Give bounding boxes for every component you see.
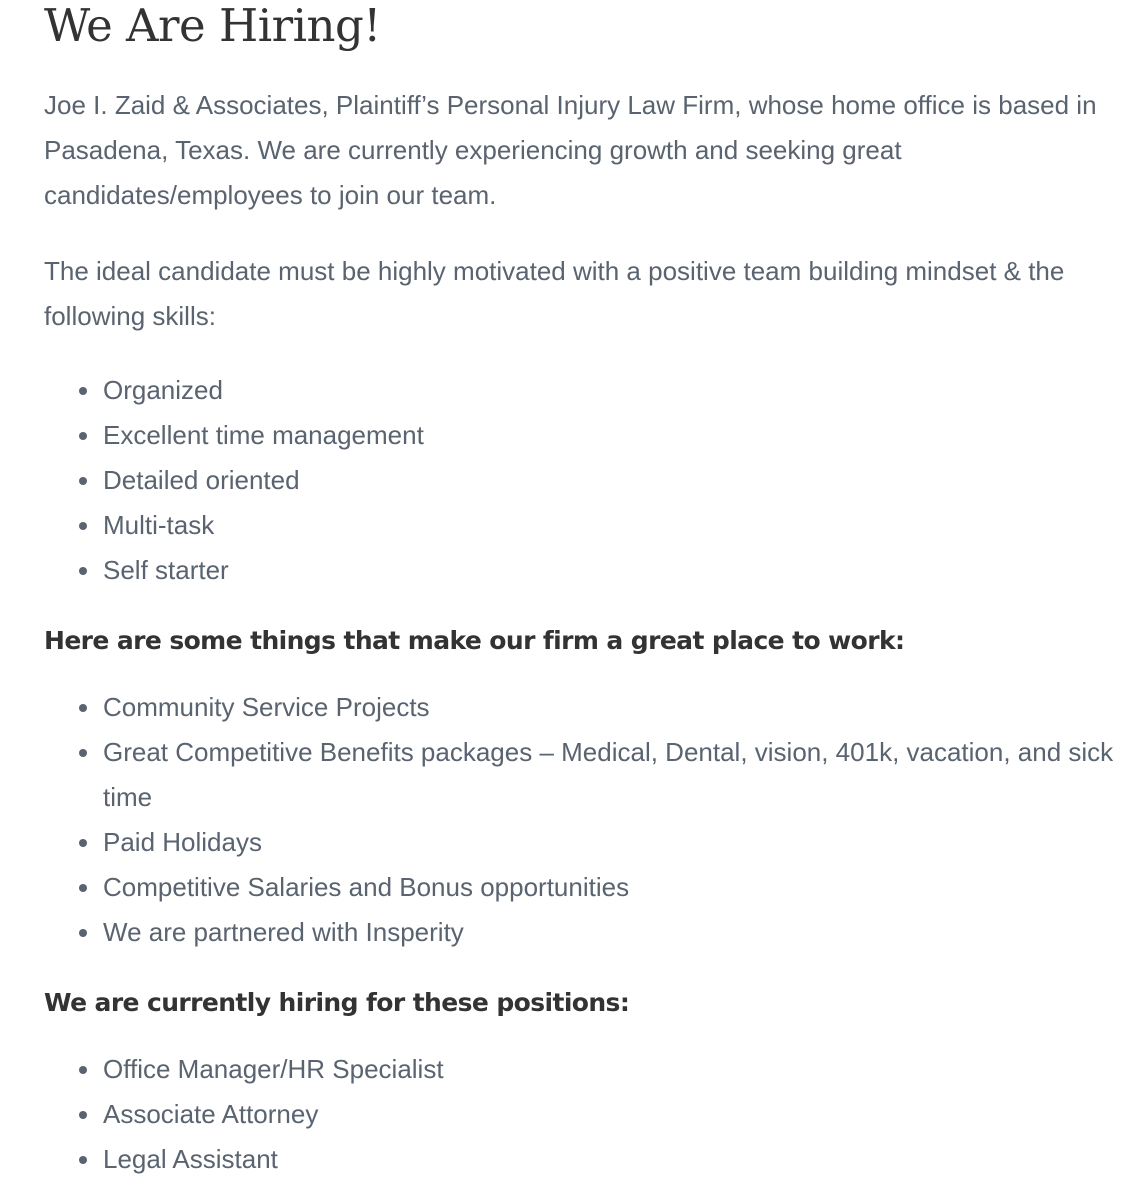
list-item-label: Community Service Projects bbox=[103, 692, 430, 722]
list-item bbox=[103, 1137, 1129, 1182]
bullet-icon bbox=[79, 839, 87, 847]
bullet-icon bbox=[79, 1156, 87, 1164]
page-title: We Are Hiring! bbox=[44, 0, 381, 52]
list-item bbox=[103, 1092, 1129, 1137]
list-item bbox=[103, 910, 1129, 955]
intro-paragraph: Joe I. Zaid & Associates, Plaintiff’s Personal Injury Law Firm, whose home office is based in Pasadena, Texas. We are currently experiencing growth and seeking great candidates/employees to join our team. bbox=[44, 90, 1097, 210]
list-item bbox=[103, 820, 1129, 865]
list-item-label: We are partnered with Insperity bbox=[103, 917, 464, 947]
bullet-icon bbox=[79, 884, 87, 892]
list-item-label: Detailed oriented bbox=[103, 465, 300, 495]
list-item-label: Self starter bbox=[103, 555, 229, 585]
list-item bbox=[103, 458, 1129, 503]
skills-list bbox=[44, 368, 1129, 593]
bullet-icon bbox=[79, 929, 87, 937]
benefits-heading: Here are some things that make our firm a great place to work: bbox=[44, 626, 905, 655]
ideal-candidate-paragraph: The ideal candidate must be highly motivated with a positive team building mindset & the following skills: bbox=[44, 256, 1065, 331]
list-item-label: Paid Holidays bbox=[103, 827, 262, 857]
bullet-icon bbox=[79, 704, 87, 712]
list-item bbox=[103, 865, 1129, 910]
bullet-icon bbox=[79, 522, 87, 530]
positions-list bbox=[44, 1047, 1129, 1182]
list-item bbox=[103, 1047, 1129, 1092]
bullet-icon bbox=[79, 749, 87, 757]
list-item bbox=[103, 548, 1129, 593]
list-item bbox=[103, 413, 1129, 458]
list-item bbox=[103, 368, 1129, 413]
bullet-icon bbox=[79, 432, 87, 440]
list-item bbox=[103, 685, 1129, 730]
positions-heading: We are currently hiring for these positions: bbox=[44, 988, 630, 1017]
hiring-article bbox=[44, 0, 1129, 1182]
list-item-label: Office Manager/HR Specialist bbox=[103, 1054, 444, 1084]
bullet-icon bbox=[79, 567, 87, 575]
bullet-icon bbox=[79, 1111, 87, 1119]
bullet-icon bbox=[79, 1066, 87, 1074]
list-item-label: Competitive Salaries and Bonus opportunities bbox=[103, 872, 630, 902]
list-item-label: Organized bbox=[103, 375, 223, 405]
list-item-label: Multi-task bbox=[103, 510, 215, 540]
list-item-label: Excellent time management bbox=[103, 420, 424, 450]
list-item bbox=[103, 503, 1129, 548]
bullet-icon bbox=[79, 387, 87, 395]
list-item-label: Legal Assistant bbox=[103, 1144, 278, 1174]
list-item-label: Associate Attorney bbox=[103, 1099, 319, 1129]
bullet-icon bbox=[79, 477, 87, 485]
list-item-label: Great Competitive Benefits packages – Medical, Dental, vision, 401k, vacation, and sick time bbox=[103, 737, 1114, 812]
list-item bbox=[103, 730, 1129, 820]
benefits-list bbox=[44, 685, 1129, 955]
